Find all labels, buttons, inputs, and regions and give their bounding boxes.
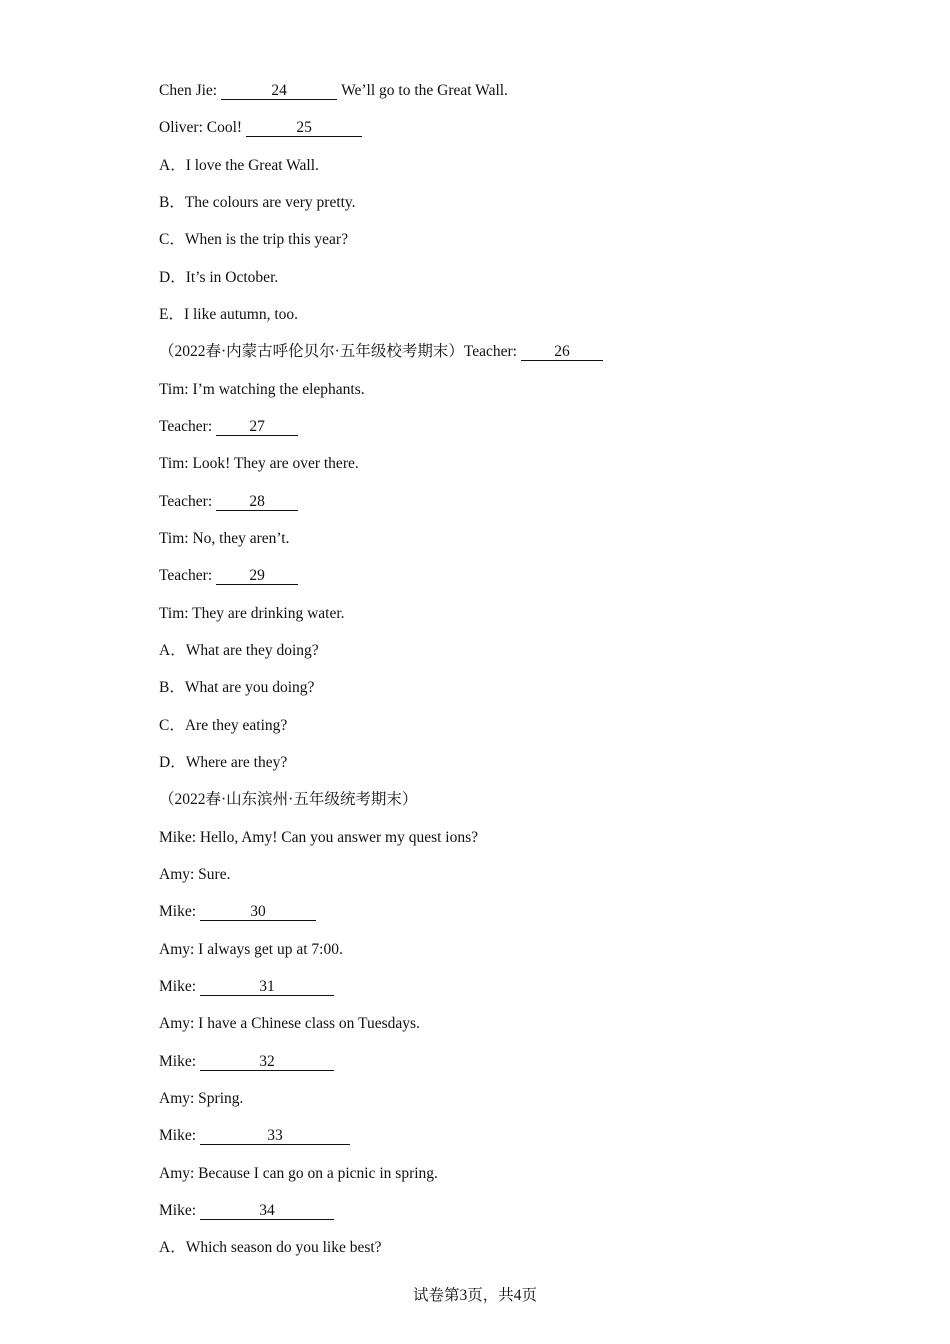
line-text: Oliver: Cool! <box>159 119 243 136</box>
answer-option: B．What are you doing? <box>159 679 315 696</box>
text-line: Amy: Because I can go on a picnic in spring. <box>159 1165 438 1182</box>
line-text: Mike: <box>159 1127 197 1144</box>
answer-blank: 27 <box>216 418 298 436</box>
dialogue-line-with-blank <box>159 81 508 101</box>
dialogue-line-with-blank <box>159 1201 338 1221</box>
dialogue-line-with-blank <box>159 342 607 362</box>
line-text: Mike: <box>159 1202 197 1219</box>
answer-option: A．I love the Great Wall. <box>159 157 319 174</box>
answer-blank: 25 <box>246 119 362 137</box>
answer-blank: 32 <box>200 1053 334 1071</box>
answer-blank: 26 <box>521 343 603 361</box>
answer-blank: 24 <box>221 82 337 100</box>
answer-blank: 34 <box>200 1202 334 1220</box>
line-text: （2022春·内蒙古呼伦贝尔·五年级校考期末）Teacher: <box>159 343 517 360</box>
dialogue-line-with-blank <box>159 977 338 997</box>
answer-blank: 33 <box>200 1127 350 1145</box>
line-text-after: We’ll go to the Great Wall. <box>341 82 508 99</box>
text-line: Tim: No, they aren’t. <box>159 530 290 547</box>
line-text: Mike: <box>159 1053 197 1070</box>
dialogue-line-with-blank <box>159 1126 354 1146</box>
answer-blank: 30 <box>200 903 316 921</box>
page-footer: 试卷第3页，共4页 <box>412 1287 537 1304</box>
line-text: Mike: <box>159 978 197 995</box>
answer-option: B．The colours are very pretty. <box>159 194 356 211</box>
dialogue-line-with-blank <box>159 492 302 512</box>
dialogue-line-with-blank <box>159 417 302 437</box>
text-line: Mike: Hello, Amy! Can you answer my quest ions? <box>159 829 478 846</box>
line-text: Teacher: <box>159 567 213 584</box>
answer-option: C．When is the trip this year? <box>159 231 348 248</box>
text-line: Amy: Spring. <box>159 1090 244 1107</box>
answer-option: D．It’s in October. <box>159 269 279 286</box>
answer-blank: 29 <box>216 567 298 585</box>
dialogue-line-with-blank <box>159 118 366 138</box>
line-text: Teacher: <box>159 493 213 510</box>
dialogue-line-with-blank <box>159 1052 338 1072</box>
text-line: Amy: Sure. <box>159 866 231 883</box>
line-text: Teacher: <box>159 418 213 435</box>
answer-option: D．Where are they? <box>159 754 288 771</box>
text-line: （2022春·山东滨州·五年级统考期末） <box>159 791 418 808</box>
text-line: Amy: I always get up at 7:00. <box>159 941 343 958</box>
line-text: Chen Jie: <box>159 82 218 99</box>
text-line: Tim: Look! They are over there. <box>159 455 359 472</box>
answer-blank: 31 <box>200 978 334 996</box>
line-text: Mike: <box>159 903 197 920</box>
text-line: Tim: I’m watching the elephants. <box>159 381 365 398</box>
answer-blank: 28 <box>216 493 298 511</box>
text-line: Amy: I have a Chinese class on Tuesdays. <box>159 1015 420 1032</box>
answer-option: A．What are they doing? <box>159 642 319 659</box>
text-line: Tim: They are drinking water. <box>159 605 345 622</box>
dialogue-line-with-blank <box>159 566 302 586</box>
dialogue-line-with-blank <box>159 902 320 922</box>
answer-option: C．Are they eating? <box>159 717 288 734</box>
answer-option: E．I like autumn, too. <box>159 306 299 323</box>
answer-option: A．Which season do you like best? <box>159 1239 382 1256</box>
